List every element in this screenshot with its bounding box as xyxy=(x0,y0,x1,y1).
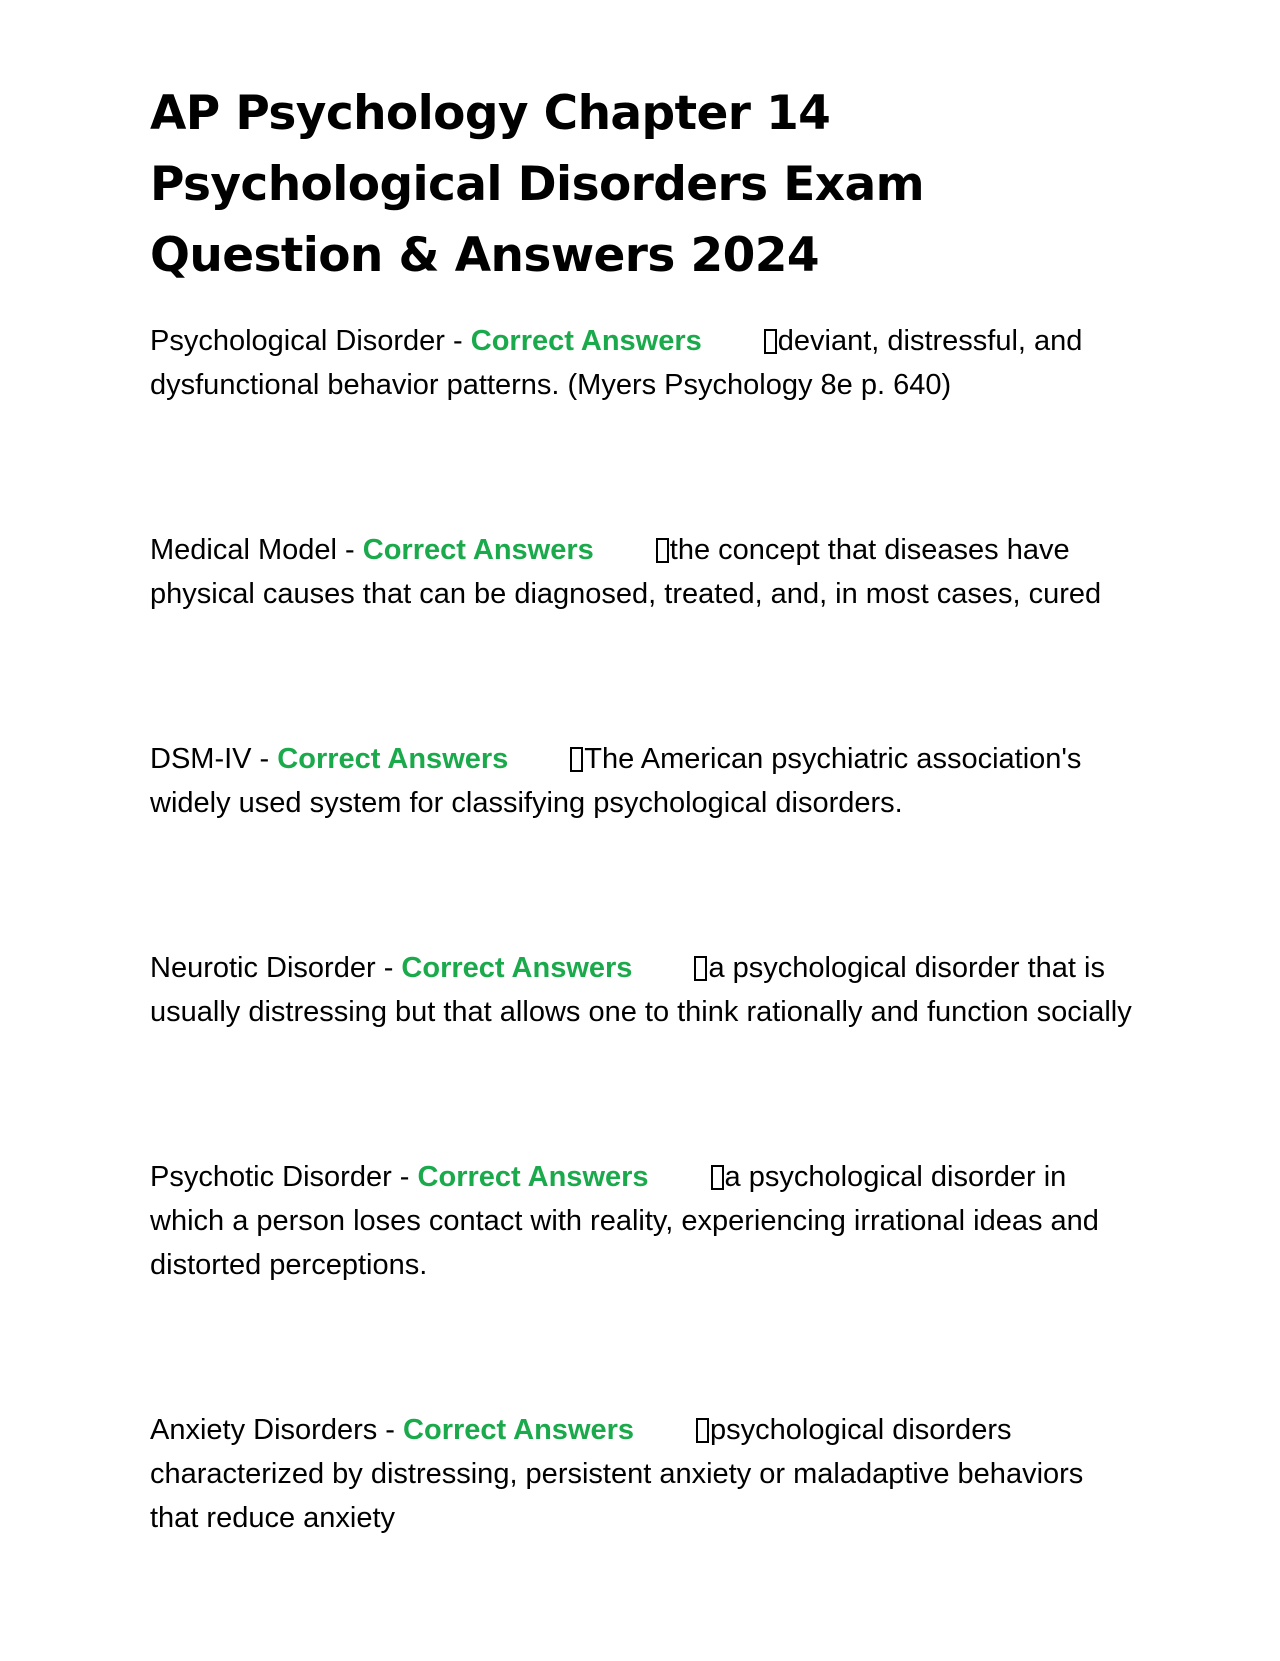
entry-definition: a psychological disorder that is usually distressing but that allows one to think rationally and function socially xyxy=(150,952,1132,1028)
document-page xyxy=(150,78,1135,1661)
document-title: AP Psychology Chapter 14 Psychological Disorders Exam Question & Answers 2024 xyxy=(150,86,924,283)
entry-separator: - xyxy=(336,534,363,566)
correct-answers-label: Correct Answers xyxy=(403,1414,635,1446)
qa-entry xyxy=(150,737,1135,825)
correct-answers-label: Correct Answers xyxy=(417,1161,649,1193)
correct-answers-label: Correct Answers xyxy=(277,743,509,775)
entry-definition: deviant, distressful, and dysfunctional behavior patterns. (Myers Psychology 8e p. 640) xyxy=(150,325,1083,401)
entry-separator: - xyxy=(377,1414,404,1446)
entry-definition: a psychological disorder in which a person loses contact with reality, experiencing irrational ideas and distorted perceptions. xyxy=(150,1161,1099,1281)
entry-term: DSM-IV xyxy=(150,743,252,775)
correct-answers-label: Correct Answers xyxy=(362,534,594,566)
missing-glyph-icon xyxy=(696,1418,709,1443)
qa-entry xyxy=(150,946,1135,1034)
missing-glyph-icon xyxy=(694,956,707,981)
missing-glyph-icon xyxy=(764,329,777,354)
qa-entry xyxy=(150,1408,1135,1540)
entry-term: Psychotic Disorder xyxy=(150,1161,392,1193)
entry-term: Anxiety Disorders xyxy=(150,1414,378,1446)
entry-definition: The American psychiatric association's widely used system for classifying psychological disorders. xyxy=(150,743,1082,819)
correct-answers-label: Correct Answers xyxy=(470,325,702,357)
missing-glyph-icon xyxy=(570,747,583,772)
entry-definition: the concept that diseases have physical causes that can be diagnosed, treated, and, in most cases, cured xyxy=(150,534,1102,610)
missing-glyph-icon xyxy=(656,538,669,563)
entry-definition: psychological disorders characterized by distressing, persistent anxiety or maladaptive behaviors that reduce anxiety xyxy=(150,1414,1084,1534)
qa-entry xyxy=(150,1155,1135,1287)
qa-entry xyxy=(150,528,1135,616)
qa-entry xyxy=(150,319,1135,407)
entry-separator: - xyxy=(444,325,471,357)
entry-separator: - xyxy=(391,1161,418,1193)
qa-list xyxy=(150,319,1135,1540)
entry-separator: - xyxy=(375,952,402,984)
entry-term: Medical Model xyxy=(150,534,337,566)
correct-answers-label: Correct Answers xyxy=(401,952,633,984)
entry-term: Psychological Disorder xyxy=(150,325,445,357)
entry-term: Neurotic Disorder xyxy=(150,952,376,984)
missing-glyph-icon xyxy=(711,1165,724,1190)
entry-separator: - xyxy=(251,743,278,775)
